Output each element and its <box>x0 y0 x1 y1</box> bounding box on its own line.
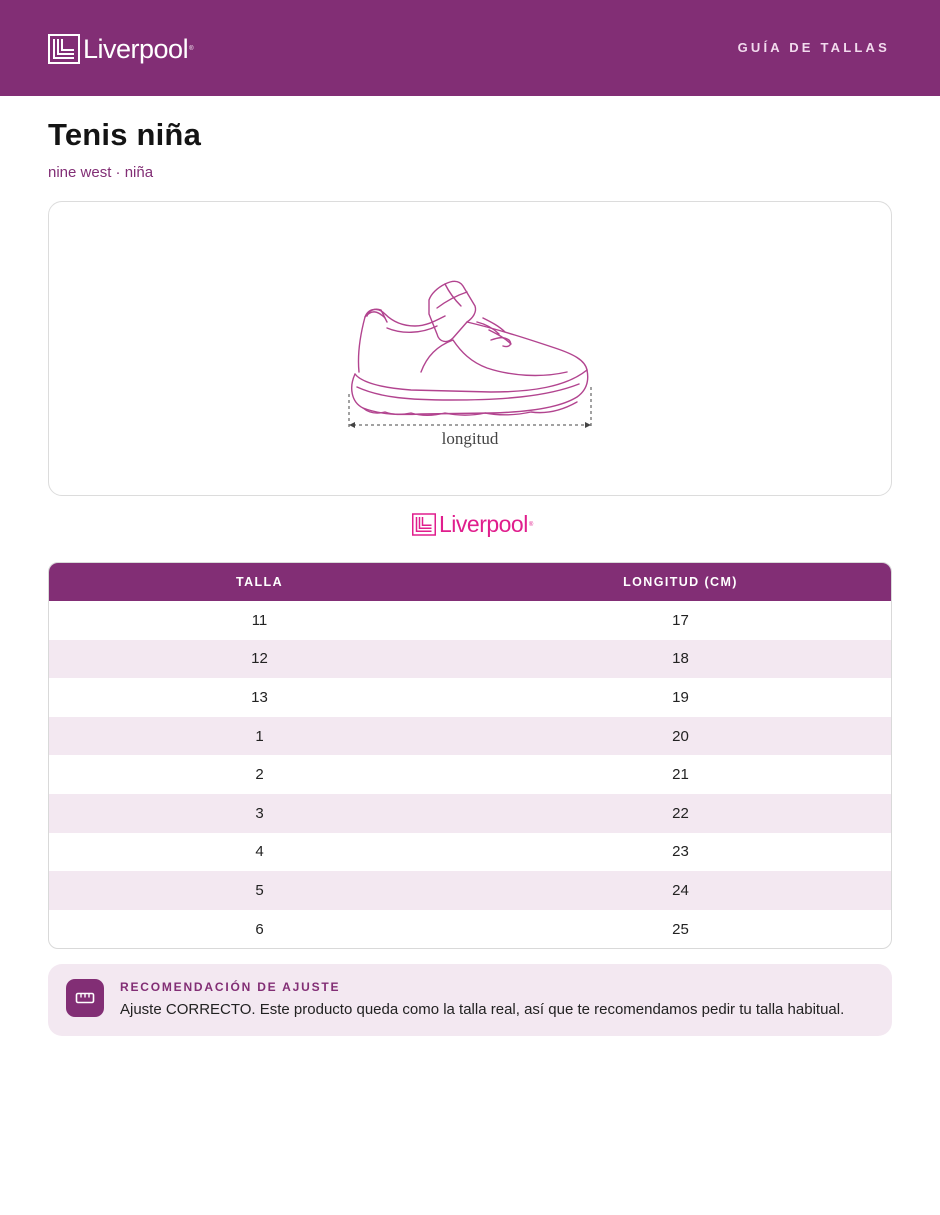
header <box>0 0 940 96</box>
liverpool-logo-icon <box>412 513 436 536</box>
table-row <box>49 794 891 833</box>
recommendation-title: RECOMENDACIÓN DE AJUSTE <box>120 980 341 994</box>
column-header-talla: TALLA <box>235 575 284 589</box>
cell-longitud: 24 <box>672 881 689 899</box>
cell-longitud: 22 <box>672 804 689 822</box>
brand-name: Liverpool <box>83 33 189 64</box>
cell-talla: 11 <box>251 611 268 629</box>
cell-longitud: 18 <box>672 650 689 668</box>
liverpool-logo[interactable]: Liverpool ® <box>48 31 194 67</box>
table-row <box>49 833 891 872</box>
cell-longitud: 20 <box>672 727 689 745</box>
measure-label: longitud <box>441 429 499 448</box>
table-row <box>49 678 891 717</box>
size-guide-label: GUÍA DE TALLAS <box>737 40 890 55</box>
brand-mark: Liverpool ® <box>412 513 533 536</box>
cell-talla: 2 <box>255 766 264 784</box>
table-row <box>49 640 891 679</box>
cell-talla: 4 <box>255 843 264 861</box>
table-body <box>49 601 891 948</box>
table-header <box>49 563 891 601</box>
table-row <box>49 910 891 949</box>
liverpool-logo-icon <box>48 34 80 64</box>
ruler-icon <box>66 979 104 1017</box>
table-row <box>49 755 891 794</box>
cell-talla: 3 <box>255 804 264 822</box>
column-header-longitud: LONGITUD (CM) <box>623 575 738 589</box>
cell-talla: 1 <box>255 727 264 745</box>
table-row <box>49 601 891 640</box>
fit-recommendation <box>48 964 892 1036</box>
shoe-illustration <box>341 222 601 472</box>
cell-talla: 6 <box>255 920 264 938</box>
illustration-card <box>48 201 892 496</box>
cell-talla: 13 <box>251 688 268 706</box>
cell-longitud: 23 <box>672 843 689 861</box>
cell-longitud: 25 <box>672 920 689 938</box>
cell-talla: 5 <box>255 881 264 899</box>
cell-longitud: 21 <box>672 766 689 784</box>
product-subtitle: nine west · niña <box>48 164 154 181</box>
brand-mark-text: Liverpool <box>439 511 528 537</box>
page-title: Tenis niña <box>48 117 202 152</box>
recommendation-text: Ajuste CORRECTO. Este producto queda como la talla real, así que te recomendamos pedir tu talla habitual. <box>120 1001 845 1018</box>
table-row <box>49 871 891 910</box>
cell-longitud: 19 <box>672 688 689 706</box>
cell-longitud: 17 <box>672 611 689 629</box>
size-table <box>48 562 892 949</box>
cell-talla: 12 <box>251 650 268 668</box>
table-row <box>49 717 891 756</box>
